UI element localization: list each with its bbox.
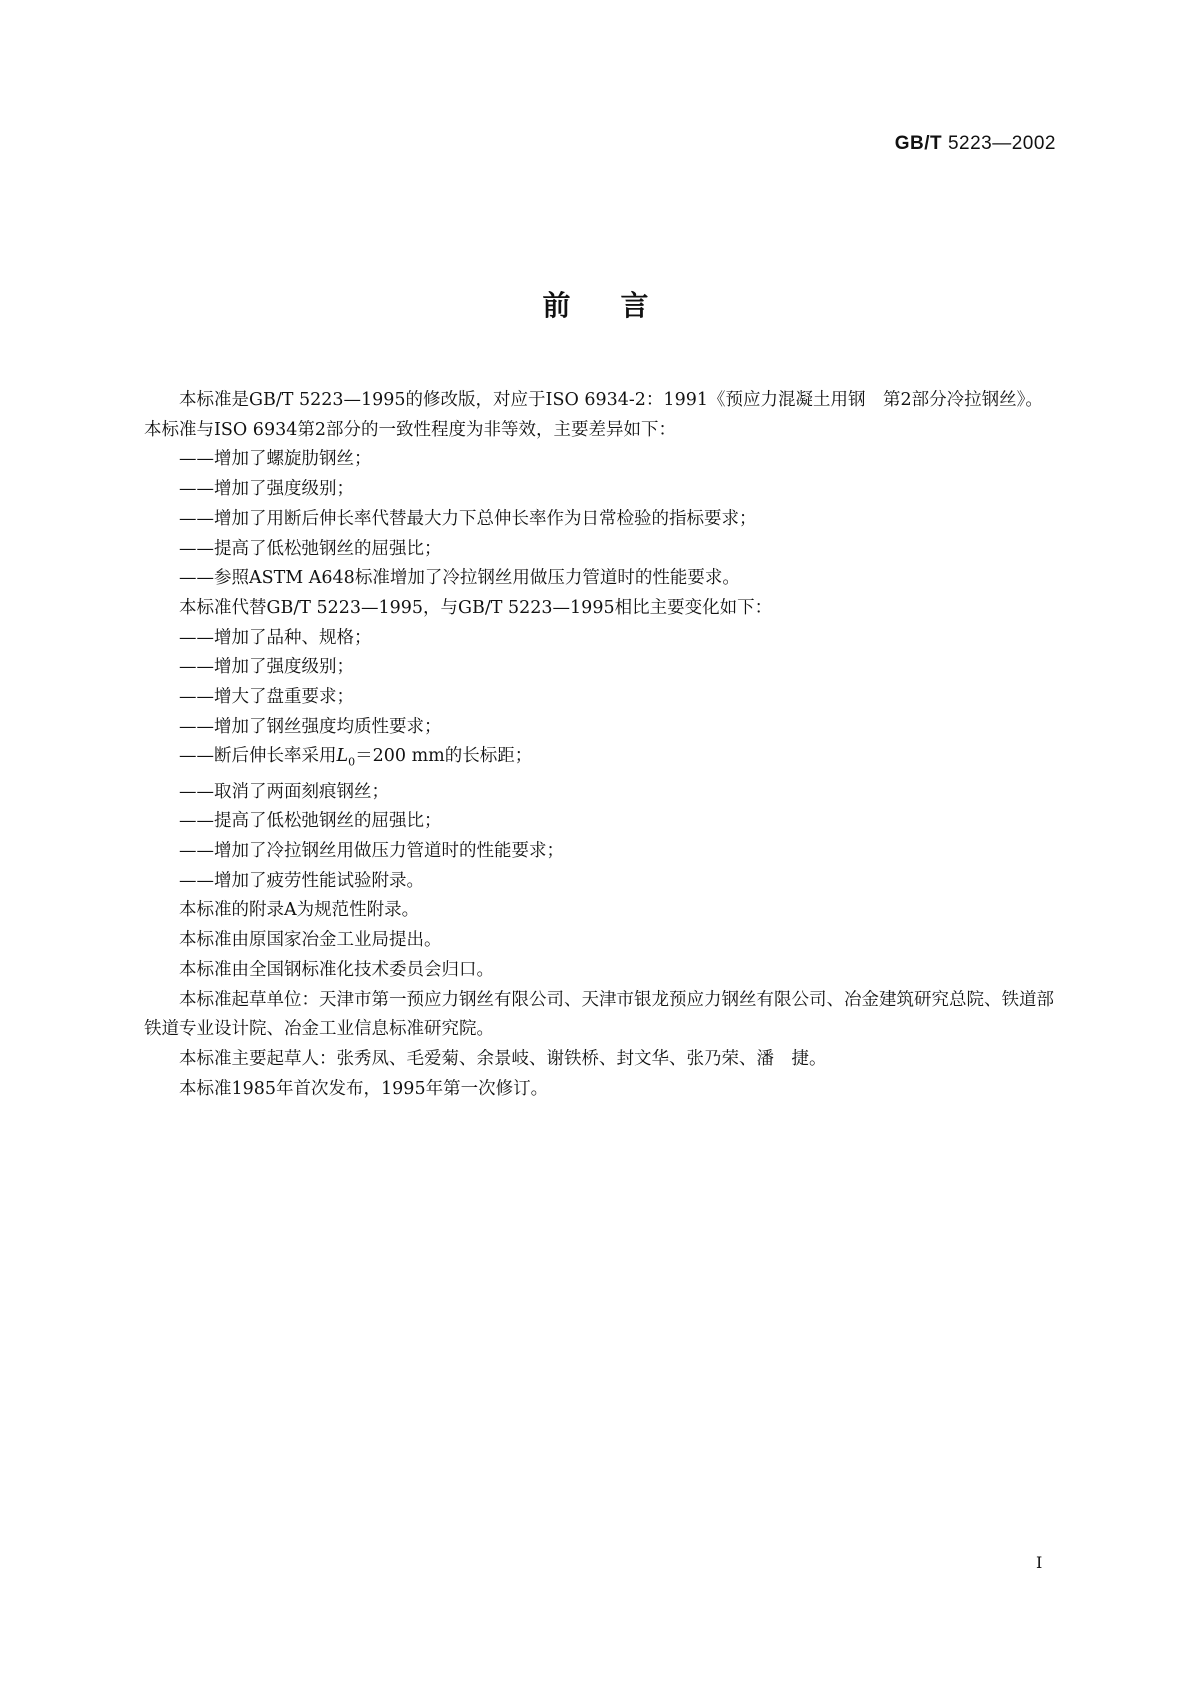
- drafters-statement: 本标准主要起草人：张秀凤、毛爱菊、余景岐、谢铁桥、封文华、张乃荣、潘 捷。: [179, 1048, 827, 1069]
- list-item: ——增加了品种、规格；: [179, 627, 372, 648]
- list-item: ——增加了钢丝强度均质性要求；: [179, 716, 442, 737]
- replaces-paragraph: 本标准代替GB/T 5223—1995，与GB/T 5223—1995相比主要变化如下：: [179, 597, 773, 618]
- list-item: ——提高了低松弛钢丝的屈强比；: [179, 538, 442, 559]
- list-item: ——提高了低松弛钢丝的屈强比；: [179, 811, 442, 832]
- list-item: ——增加了用断后伸长率代替最大力下总伸长率作为日常检验的指标要求；: [179, 508, 757, 529]
- list-item: ——增加了强度级别；: [179, 657, 354, 678]
- proposer-statement: 本标准由原国家冶金工业局提出。: [179, 930, 442, 951]
- list-item: ——增加了强度级别；: [179, 479, 354, 500]
- list-item: ——参照ASTM A648标准增加了冷拉钢丝用做压力管道时的性能要求。: [179, 568, 740, 589]
- list-item: ——增加了冷拉钢丝用做压力管道时的性能要求；: [179, 841, 564, 862]
- standard-code-prefix: GB/T: [894, 133, 943, 154]
- gauge-subscript: 0: [348, 755, 356, 769]
- page-number: I: [1036, 1553, 1043, 1572]
- list-item: ——增大了盘重要求；: [179, 687, 354, 708]
- gauge-suffix: ＝200 mm的长标距；: [355, 746, 533, 767]
- standard-code: [895, 133, 1056, 155]
- committee-statement: 本标准由全国钢标准化技术委员会归口。: [179, 959, 494, 980]
- gauge-length-item: [144, 742, 1056, 777]
- standard-code-number: 5223—2002: [947, 133, 1056, 154]
- list-item: ——取消了两面刻痕钢丝；: [179, 781, 389, 802]
- history-statement: 本标准1985年首次发布，1995年第一次修订。: [179, 1078, 549, 1099]
- annex-statement: 本标准的附录A为规范性附录。: [179, 900, 420, 921]
- gauge-symbol: L: [336, 746, 349, 767]
- intro-paragraph: 本标准是GB/T 5223—1995的修改版，对应于ISO 6934-2：1991《预应力混凝土用钢 第2部分冷拉钢丝》。本标准与ISO 6934第2部分的一致性程度为非等效，主要差异如下：: [144, 390, 1043, 440]
- drafting-units-statement: 本标准起草单位：天津市第一预应力钢丝有限公司、天津市银龙预应力钢丝有限公司、冶金建筑研究总院、铁道部铁道专业设计院、冶金工业信息标准研究院。: [144, 989, 1054, 1040]
- list-item: ——增加了疲劳性能试验附录。: [179, 870, 424, 891]
- foreword-body: [144, 386, 1056, 1104]
- list-item: ——增加了螺旋肋钢丝；: [179, 449, 372, 470]
- gauge-prefix: ——断后伸长率采用: [179, 746, 337, 767]
- page-title: 前言: [542, 289, 699, 322]
